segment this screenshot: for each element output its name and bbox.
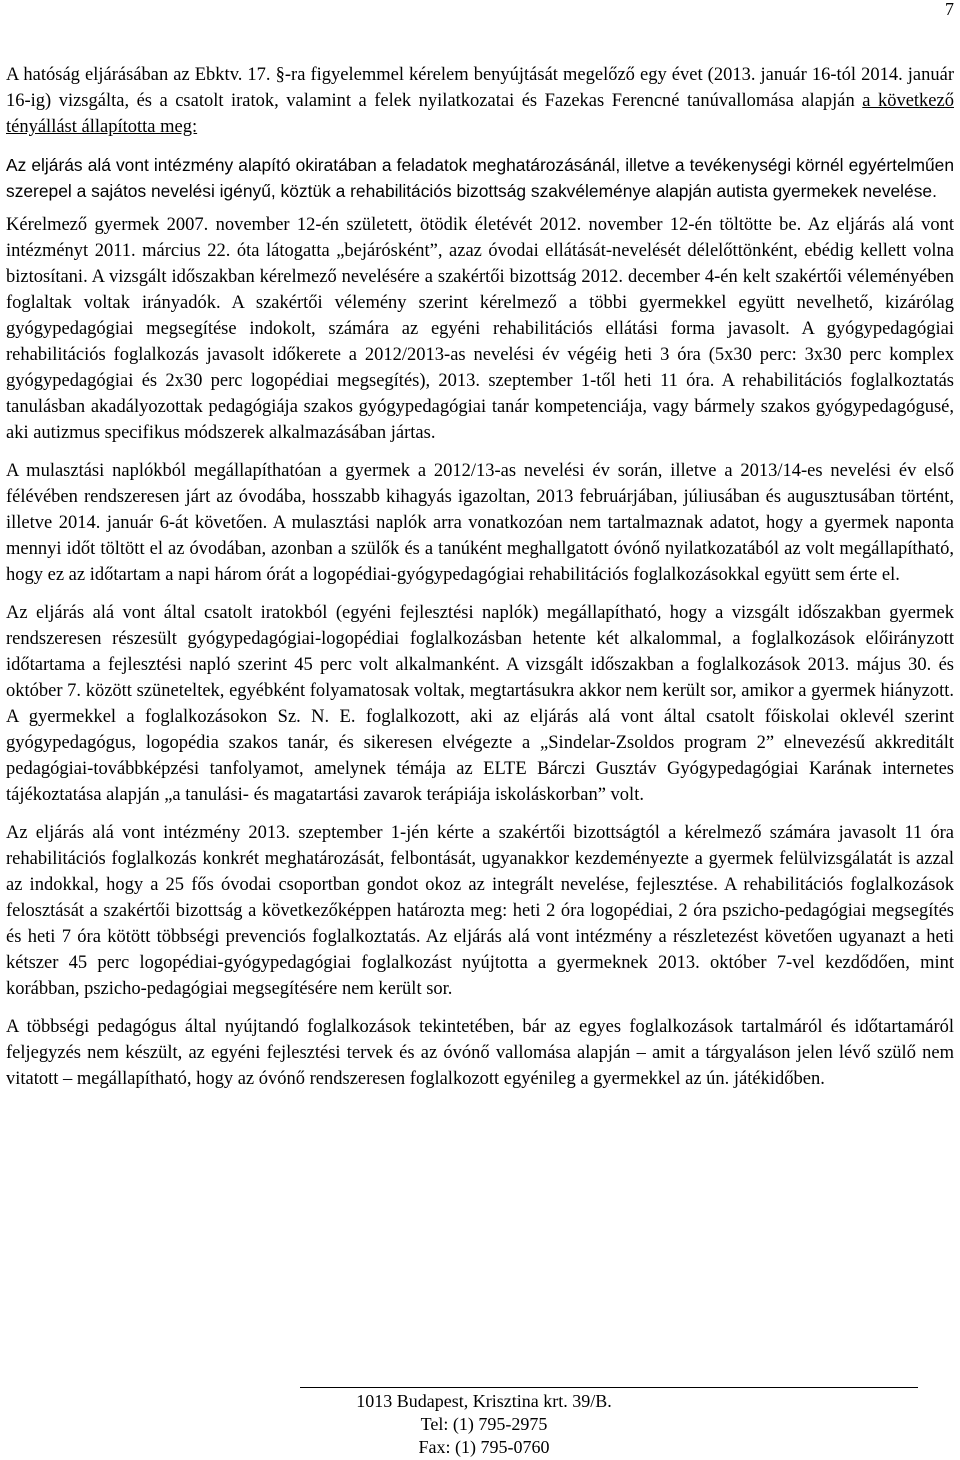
intro-underlined-text: a következő tényállást állapította meg: [6,91,954,137]
paragraph-intro [6,62,954,140]
paragraph-majority-teacher: A többségi pedagógus által nyújtandó foglalkozások tekintetében, bár az egyes foglalkozások tartalmáról és időtartamáról feljegyzés nem készült, az egyéni fejlesztési tervek és az óvónő vallomása alapján – amit a tárgyaláson jelen lévő szülő nem vitatott – megállapítható, hogy az óvónő rendszeresen foglalkozott egyénileg a gyermekkel az ún. játékidőben. [6,1017,954,1089]
paragraph-founding-document: Az eljárás alá vont intézmény alapító okiratában a feladatok meghatározásánál, illetve a tevékenységi körnél egyértelműen szerepel a sajátos nevelési igényű, köztük a rehabilitációs bizottság szakvéleménye alapján autista gyermekek nevelése. [6,155,954,201]
paragraph-expert-committee: Az eljárás alá vont intézmény 2013. szeptember 1-jén kérte a szakértői bizottságtól a kérelmező számára javasolt 11 óra rehabilitációs foglalkozás konkrét meghatározását, felbontását, ugyanakkor kezdeményezte a gyermek felülvizsgálatát is azzal az indokkal, hogy a 25 fős óvodai csoportban gondot okoz az integrált nevelése, fejlesztése. A rehabilitációs foglalkozások felosztását a szakértői bizottság a következőképpen határozta meg: heti 2 óra logopédiai, 2 óra pszicho-pedagógiai megsegítés és heti 7 óra kötött többségi prevenciós foglalkoztatás. Az eljárás alá vont intézmény a részletezést követően ugyanazt a heti kétszer 45 perc logopédiai-gyógypedagógiai foglalkozást nyújtotta a gyermeknek 2013. október 7-vel kezdődően, mint korábban, pszicho-pedagógiai megsegítésére nem került sor. [6,823,954,999]
footer [300,1390,668,1459]
footer-address: 1013 Budapest, Krisztina krt. 39/B. [356,1391,612,1411]
paragraph-attendance-records: A mulasztási naplókból megállapíthatóan a gyermek a 2012/13-as nevelési év során, illetve a 2013/14-es nevelési év első félévében rendszeresen járt az óvodába, hosszabb kihagyás igazoltan, 2013 februárjában, júliusában és augusztusában történt, illetve 2014. január 6-át követően. A mulasztási naplók arra vonatkozóan nem tartalmaznak adatot, hogy a gyermek naponta mennyi időt töltött el az óvodában, azonban a szülők és a tanúként meghallgatott óvónő nyilatkozatából az volt megállapítható, hogy ez az időtartam a napi három órát a logopédiai-gyógypedagógiai rehabilitációs foglalkozásokkal együtt sem érte el. [6,461,954,585]
paragraph-development-logs: Az eljárás alá vont által csatolt iratokból (egyéni fejlesztési naplók) megállapítható, hogy a vizsgált időszakban gyermek rendszeresen részesült gyógypedagógiai-logopédiai foglalkozásban hetente két alkalommal, a foglalkozások előirányzott időtartama a fejlesztési napló szerint 45 perc volt alkalmanként. A vizsgált időszakban a foglalkozások 2013. május 30. és október 7. között szüneteltek, egyébként folyamatosak voltak, megtartásukra akkor nem került sor, amikor a gyermek hiányzott. A gyermekkel a foglalkozásokon Sz. N. E. foglalkozott, aki az eljárás alá vont által csatolt főiskolai oklevél szerint gyógypedagógus, logopédia szakos tanár, és sikeresen elvégezte a „Sindelar-Zsoldos program 2” elnevezésű akkreditált pedagógiai-továbbképzési tanfolyamot, amelynek témája az ELTE Bárczi Gusztáv Gyógypedagógiai Karának internetes tájékoztatása alapján „a tanulási- és magatartási zavarok terápiája iskoláskorban” volt. [6,603,954,805]
page-number: 7 [945,0,954,19]
footer-tel: Tel: (1) 795-2975 [420,1414,548,1434]
intro-text: A hatóság eljárásában az Ebktv. 17. §-ra figyelemmel kérelem benyújtását megelőző egy évet (2013. január 16-tól 2014. január 16-ig) vizsgálta, és a csatolt iratok, valamint a felek nyilatkozatai és Fazekas Ferencné tanúvallomása alapján [6,65,954,111]
footer-divider [300,1387,918,1388]
document-body [6,62,954,1104]
paragraph-child-background: Kérelmező gyermek 2007. november 12-én született, ötödik életévét 2012. november 12-én töltötte be. Az eljárás alá vont intézményt 2011. március 22. óta látogatta „bejárósként”, azaz óvodai ellátását-nevelését délelőttönként, ebédig kellett volna biztosítani. A vizsgált időszakban kérelmező nevelésére a szakértői bizottság 2012. december 4-én kelt szakértői véleményében foglaltak voltak irányadók. A szakértői vélemény szerint kérelmező a többi gyermekkel együtt nevelhető, kizárólag gyógypedagógiai megsegítése indokolt, számára az egyéni rehabilitációs ellátási forma javasolt. A gyógypedagógiai rehabilitációs foglalkozás javasolt időkerete a 2012/2013-as nevelési év végéig heti 3 óra (5x30 perc: 3x30 perc komplex gyógypedagógiai és 2x30 perc logopédiai megsegítés), 2013. szeptember 1-től heti 11 óra. A rehabilitációs foglalkoztatás tanulásban akadályozottak pedagógiája szakos gyógypedagógiai tanár kompetenciája, vagy bármely szakos gyógypedagógusé, aki autizmus specifikus módszerek alkalmazásában jártas. [6,215,954,443]
footer-fax: Fax: (1) 795-0760 [418,1437,550,1457]
